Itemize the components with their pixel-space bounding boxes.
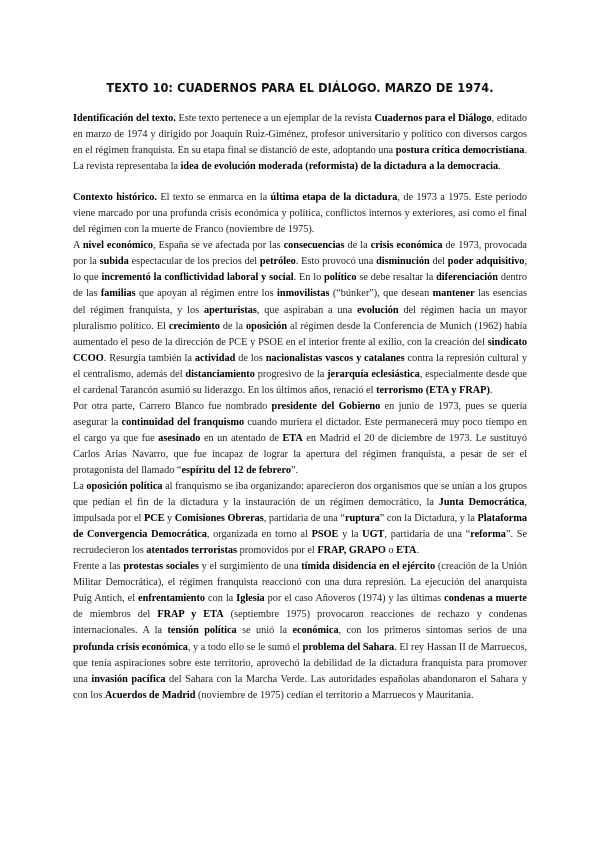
document-body [73,111,527,704]
heading-contexto: Contexto histórico. [73,192,157,204]
paragraph-economico: A nivel económico, España se ve afectada por las consecuencias de la crisis económica de 1973, provocada por la subida espectacular de los precios del petróleo. Esto provocó una disminución del poder adquisitivo, lo que incrementó la conflictividad laboral y social. En lo político se debe resaltar la diferenciación dentro de las familias que apoyan al régimen entre los inmovilistas (“búnker”), que desean mantener las esencias del régimen franquista, y los aperturistas, que aspiraban a una evolución del régimen hacia un mayor pluralismo político. El crecimiento de la oposición al régimen desde la Conferencia de Munich (1962) había aumentado el peso de la dirección de PCE y PSOE en el interior frente al exilio, con la creación del sindicato CCOO. Resurgía también la actividad de los nacionalistas vascos y catalanes contra la represión cultural y el centralismo, además del distanciamiento progresivo de la jerarquía eclesiástica, especialmente desde que el cardenal Tarancón asumió su liderazgo. En los últimos años, renació el terrorismo (ETA y FRAP). [73,240,528,396]
paragraph-carrero: Por otra parte, Carrero Blanco fue nombrado presidente del Gobierno en junio de 1973, pues se quería asegurar la continuidad del franquismo cuando muriera el dictador. Este permanecerá muy poco tiempo en el cargo ya que fue asesinado en un atentado de ETA en Madrid el 20 de diciembre de 1973. Le sustituyó Carlos Arias Navarro, que fue incapaz de lograr la apertura del régimen franquista, a pesar de ser el protagonista del llamado “espíritu del 12 de febrero”. [73,400,527,476]
paragraph-oposicion: La oposición política al franquismo se iba organizando: aparecieron dos organismos que se unían a los grupos que pedían el fin de la dictadura y la instauración de un régimen democrático, la Junta Democrática, impulsada por el PCE y Comisiones Obreras, partidaria de una “ruptura” con la Dictadura, y la Plataforma de Convergencia Democrática, organizada en torno al PSOE y la UGT, partidaria de una “reforma”. Se recrudecieron los atentados terroristas promovidos por el FRAP, GRAPO o ETA. [73,481,528,557]
paragraph-contexto: Contexto histórico. El texto se enmarca en la última etapa de la dictadura, de 1973 a 1975. Este periodo viene marcado por una profunda crisis económica y política, conflictos internos y exteriores, así como el final del régimen con la muerte de Franco (noviembre de 1975). [73,192,527,236]
heading-identificacion: Identificación del texto. [73,113,176,124]
document-title: TEXTO 10: CUADERNOS PARA EL DIÁLOGO. MARZO DE 1974. [106,80,494,95]
paragraph-identificacion: Identificación del texto. Este texto pertenece a un ejemplar de la revista Cuadernos para el Diálogo, editado en marzo de 1974 y dirigido por Joaquín Ruiz-Giménez, profesor universitario y político con diversos cargos en el régimen franquista. En su etapa final se distanció de este, adoptando una postura crítica democristiana. La revista representaba la idea de evolución moderada (reformista) de la dictadura a la democracia. [73,113,528,173]
paragraph-protestas: Frente a las protestas sociales y el surgimiento de una tímida disidencia en el ejército (creación de la Unión Militar Democrática), el régimen franquista reaccionó con una dura represión. La ejecución del anarquista Puig Antich, el enfrentamiento con la Iglesia por el caso Añoveros (1974) y las últimas condenas a muerte de miembros del FRAP y ETA (septiembre 1975) provocaron reacciones de rechazo y condenas internacionales. A la tensión política se unió la económica, con los primeros síntomas serios de una profunda crisis económica, y a todo ello se le sumó el problema del Sahara. El rey Hassan II de Marruecos, que tenía aspiraciones sobre este territorio, aprovechó la debilidad de la dictadura franquista para promover una invasión pacífica del Sahara con la Marcha Verde. Las autoridades españolas abandonaron el Sahara y con los Acuerdos de Madrid (noviembre de 1975) cedían el territorio a Marruecos y Mauritania. [73,561,528,701]
